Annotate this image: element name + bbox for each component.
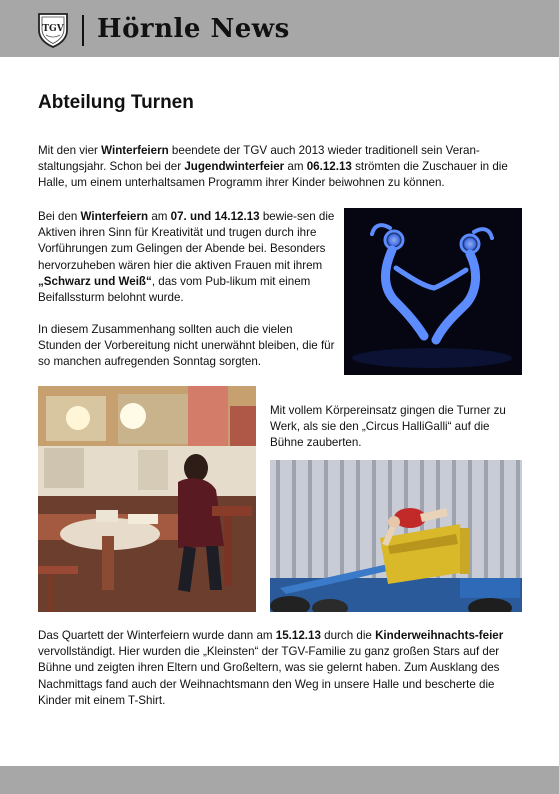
paragraph-intro: Mit den vier Winterfeiern beendete der TGV auch 2013 wieder traditionell sein Veran-staltungsjahr. Schon bei der Jugendwinterfeier am 06.12.13 strömten die Zuschauer in die Halle, um einem unterhaltsamen Programm ihrer Kinder beiwohnen zu können. bbox=[38, 144, 508, 190]
svg-text:TGV: TGV bbox=[42, 24, 64, 34]
footer-band bbox=[0, 766, 559, 794]
paragraph-circus: Mit vollem Körpereinsatz gingen die Turner zu Werk, als sie den „Circus HalliGalli“ auf die Bühne zauberten. bbox=[270, 404, 506, 450]
photo-preparation-room bbox=[38, 386, 256, 612]
header-band bbox=[0, 0, 559, 57]
paragraph-winterfeiern: Bei den Winterfeiern am 07. und 14.12.13 bewie-sen die Aktiven ihren Sinn für Kreativität und trugen durch ihre Vorführungen zum Gelingen der Abende bei. Besonders hervorzuheben wären hier die aktiven Frauen mit ihrem „Schwarz und Weiß“, das vom Pub-likum mit einem Beifallssturm belohnt wurde. bbox=[38, 210, 335, 305]
page-title: Abteilung Turnen bbox=[38, 92, 194, 113]
newsletter-title: Hörnle News bbox=[97, 14, 290, 44]
paragraph-kinderweihnachtsfeier: Das Quartett der Winterfeiern wurde dann am 15.12.13 durch die Kinderweihnachts-feier vervollständigt. Hier wurden die „Kleinsten“ der TGV-Familie zu ganz großen Stars auf der Bühne und zeigten ihren Eltern und Großeltern, was sie gelernt haben. Zum Ausklang des Nachmittags fand auch der Weihnachtsmann den Weg in unsere Halle und bescherte die Kinder mit einem T-Shirt. bbox=[38, 629, 504, 707]
photo-circus-halligalli bbox=[270, 460, 522, 612]
header-divider bbox=[82, 15, 84, 46]
paragraph-preparation: In diesem Zusammenhang sollten auch die vielen Stunden der Vorbereitung nicht unerwähnt bleiben, die für so manchen aufregenden Sonntag sorgten. bbox=[38, 323, 335, 369]
photo-schwarz-weiss bbox=[344, 208, 522, 375]
tgv-logo bbox=[37, 12, 69, 48]
